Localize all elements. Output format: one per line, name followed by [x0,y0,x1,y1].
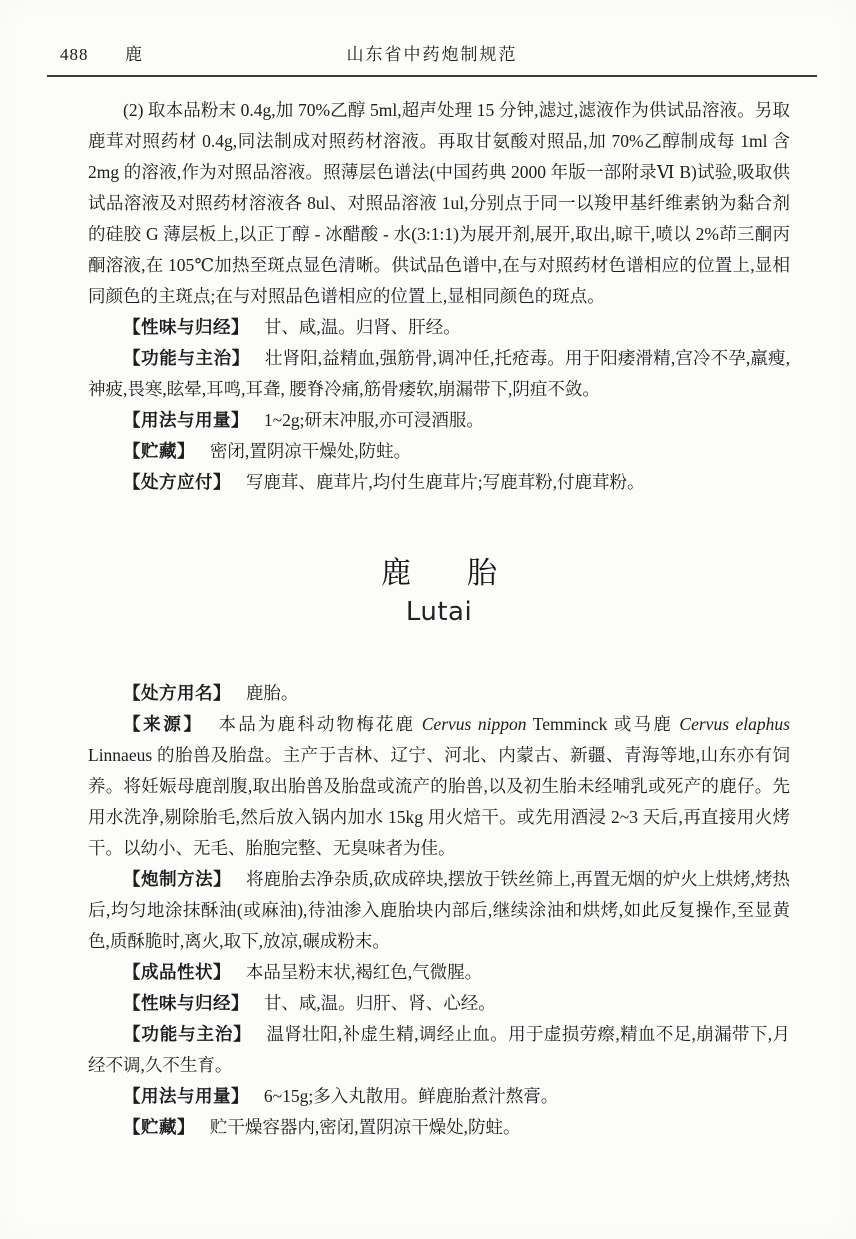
entry-label: 【处方应付】 [123,472,231,492]
entry-label: 【性味与归经】 [123,317,249,337]
entry-label: 【成品性状】 [123,962,231,982]
entry-text: 贮干燥容器内,密闭,置阴凉干燥处,防蛀。 [209,1117,521,1137]
entry-label: 【用法与用量】 [123,1086,249,1106]
entry-text: 温肾壮阳,补虚生精,调经止血。用于虚损劳瘵,精血不足,崩漏带下,月经不调,久不生育。 [88,1024,791,1075]
chapter-label: 鹿 [125,45,142,64]
entry-text: 甘、咸,温。归肝、肾、心经。 [263,993,496,1013]
entry-lurong-dosage [88,405,790,436]
entry-lutai-functions-indications [88,1019,790,1081]
page-number: 488 [60,45,89,64]
latin-species-name: Cervus elaphus [679,714,790,734]
entry-lutai-source [88,709,790,864]
entry-lurong-property-meridian [88,312,790,343]
entry-label: 【贮藏】 [123,441,195,461]
entry-text: 甘、咸,温。归肾、肝经。 [263,317,461,337]
entry-label: 【来源】 [123,714,204,734]
title-char-1: 鹿 [381,557,411,590]
entry-text: Linnaeus 的胎兽及胎盘。主产于吉林、辽宁、河北、内蒙古、新疆、青海等地,山东亦有饲养。将妊娠母鹿剖腹,取出胎兽及胎盘或流产的胎兽,以及初生胎未经哺乳或死产的鹿仔。先用水洗净,剔除胎毛,然后放入锅内加水 15kg 用火焙干。或先用酒浸 2~3 天后,再直接用火烤干。以幼小、无毛、胎胞完整、无臭味者为佳。 [88,745,790,858]
entry-lutai-dosage [88,1081,790,1112]
entry-lutai-prescription-name [88,678,790,709]
entry-label: 【贮藏】 [123,1117,195,1137]
entry-lutai-storage [88,1112,790,1143]
entry-label: 【功能与主治】 [123,348,250,368]
entry-text: 将鹿胎去净杂质,砍成碎块,摆放于铁丝筛上,再置无烟的炉火上烘烤,烤热后,均匀地涂抹酥油(或麻油),待油渗入鹿胎块内部后,继续涂油和烘烤,如此反复操作,至显黄色,质酥脆时,离火,取下,放凉,碾成粉末。 [88,869,790,951]
entry-text: 6~15g;多入丸散用。鲜鹿胎煮汁熬膏。 [263,1086,559,1106]
entry-text: 密闭,置阴凉干燥处,防蛀。 [209,441,412,461]
identification-text: (2) 取本品粉末 0.4g,加 70%乙醇 5ml,超声处理 15 分钟,滤过,滤液作为供试品溶液。另取鹿茸对照药材 0.4g,同法制成对照药材溶液。再取甘氨酸对照品,加 70%乙醇制成每 1ml 含 2mg 的溶液,作为对照品溶液。照薄层色谱法(中国药典 2000 年版一部附录Ⅵ B)试验,吸取供试品溶液及对照药材溶液各 8ul、对照品溶液 1ul,分别点于同一以羧甲基纤维素钠为黏合剂的硅胶 G 薄层板上,以正丁醇 - 冰醋酸 - 水(3:1:1)为展开剂,展开,取出,晾干,喷以 2%茚三酮丙酮溶液,在 105℃加热至斑点显色清晰。供试品色谱中,在与对照药材色谱相应的位置上,显相同颜色的主斑点;在与对照品色谱相应的位置上,显相同颜色的斑点。 [88,100,790,306]
paragraph-tlc-identification [88,95,790,312]
entry-lutai-finished-product [88,957,790,988]
page-header [47,44,817,77]
entry-lurong-functions-indications [88,343,790,405]
monograph-pinyin: Lutai [405,597,473,627]
latin-species-name: Cervus nippon [421,714,527,734]
entry-text: 写鹿茸、鹿茸片,均付生鹿茸片;写鹿茸粉,付鹿茸粉。 [245,472,645,492]
monograph-title-block [88,557,790,627]
book-title: 山东省中药炮制规范 [346,45,518,64]
title-char-2: 胎 [467,557,497,590]
entry-lutai-processing-method [88,864,790,957]
entry-label: 【性味与归经】 [123,993,249,1013]
entry-text: 壮肾阳,益精血,强筋骨,调冲任,托疮毒。用于阳痿滑精,宫冷不孕,羸瘦,神疲,畏寒,眩晕,耳鸣,耳聋, 腰脊冷痛,筋骨痿软,崩漏带下,阴疽不敛。 [88,348,791,399]
entry-lurong-prescription-dispensing [88,467,790,498]
entry-text: 本品为鹿科动物梅花鹿 [218,714,422,734]
entry-lutai-property-meridian [88,988,790,1019]
entry-label: 【功能与主治】 [123,1024,252,1044]
entry-text: Temminck 或马鹿 [526,714,680,734]
entry-label: 【处方用名】 [123,683,231,703]
monograph-title [88,557,790,590]
entry-text: 鹿胎。 [245,683,299,703]
entry-label: 【用法与用量】 [123,410,249,430]
header-row [47,44,817,66]
entry-text: 本品呈粉末状,褐红色,气微腥。 [245,962,483,982]
page-body [88,95,790,1143]
entry-lurong-storage [88,436,790,467]
entry-label: 【炮制方法】 [123,869,232,889]
entry-text: 1~2g;研末冲服,亦可浸酒服。 [263,410,484,430]
